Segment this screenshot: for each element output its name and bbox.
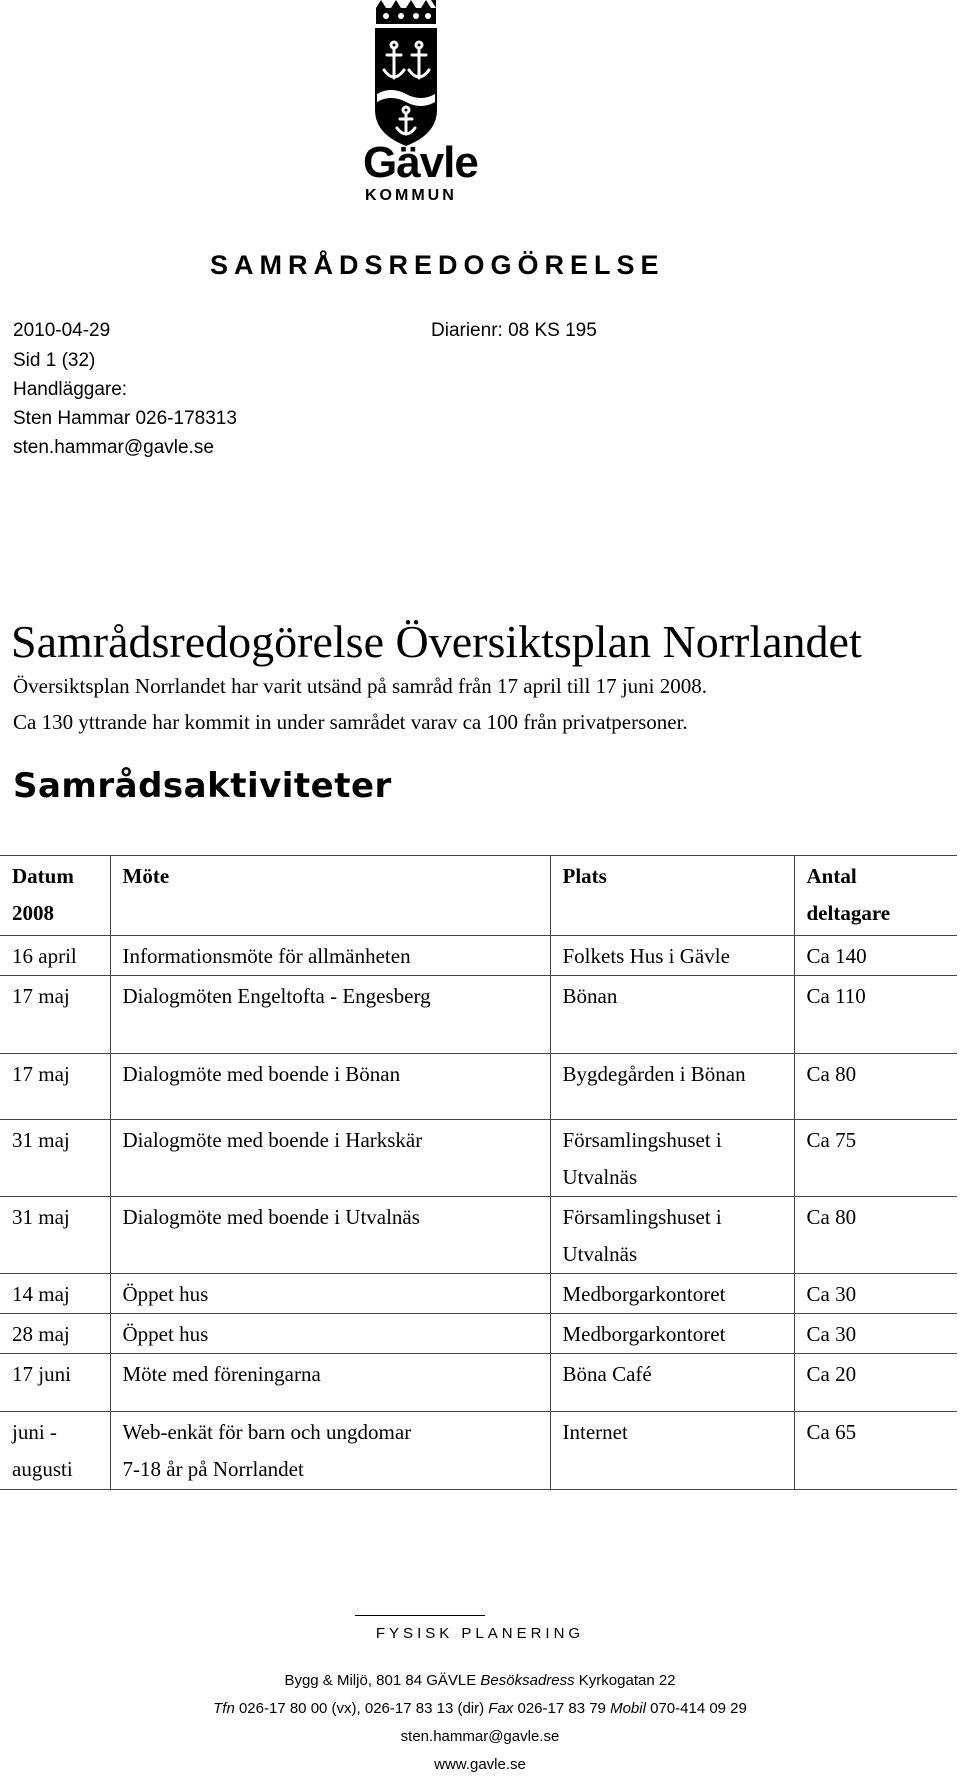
cell-datum-line-1: juni - [12, 1420, 57, 1444]
footer-mobil-value: 070-414 09 29 [650, 1700, 747, 1717]
cell-plats [550, 1120, 794, 1197]
header-datum [0, 856, 110, 936]
footer-website: www.gavle.se [434, 1756, 526, 1773]
footer-fax-label: Fax [488, 1700, 514, 1717]
cell-antal: Ca 20 [794, 1354, 957, 1412]
section-title: Samrådsaktiviteter [13, 766, 392, 806]
footer-address-org: Bygg & Miljö, 801 84 GÄVLE [284, 1672, 477, 1689]
table-header-row [0, 856, 957, 936]
table-row [0, 1054, 957, 1120]
cell-plats-line-2: Utvalnäs [562, 1242, 638, 1266]
cell-datum: 14 maj [0, 1274, 110, 1314]
table-row [0, 936, 957, 976]
handler-label: Handläggare: [13, 379, 128, 400]
cell-mote-line-1: Web-enkät för barn och ungdomar [122, 1420, 412, 1444]
header-year-label: 2008 [12, 901, 54, 925]
cell-datum: 31 maj [0, 1120, 110, 1197]
cell-mote: Dialogmöte med boende i Bönan [110, 1054, 550, 1120]
cell-antal: Ca 30 [794, 1274, 957, 1314]
cell-mote: Möte med föreningarna [110, 1354, 550, 1412]
cell-antal: Ca 140 [794, 936, 957, 976]
gavle-kommun-logo [355, 0, 605, 210]
cell-plats: Medborgarkontoret [550, 1314, 794, 1354]
header-plats: Plats [550, 856, 794, 936]
cell-datum [0, 1412, 110, 1490]
cell-mote: Dialogmöte med boende i Harkskär [110, 1120, 550, 1197]
cell-plats: Folkets Hus i Gävle [550, 936, 794, 976]
cell-antal: Ca 80 [794, 1197, 957, 1274]
table-row [0, 1412, 957, 1490]
activities-table [0, 855, 957, 1490]
cell-mote: Öppet hus [110, 1314, 550, 1354]
cell-plats-line-1: Församlingshuset i [562, 1128, 722, 1152]
header-deltagare-label: deltagare [806, 901, 891, 925]
cell-mote: Dialogmöte med boende i Utvalnäs [110, 1197, 550, 1274]
table-row [0, 1274, 957, 1314]
footer-tfn-value: 026-17 80 00 (vx), 026-17 83 13 (dir) [238, 1700, 485, 1717]
cell-plats: Bygdegården i Bönan [550, 1054, 794, 1120]
cell-plats: Bönan [550, 976, 794, 1054]
footer-address [0, 1672, 960, 1689]
footer-tfn-label: Tfn [213, 1700, 235, 1717]
footer-phones [0, 1700, 960, 1717]
table-row [0, 1354, 957, 1412]
footer-address-value: Kyrkogatan 22 [578, 1672, 676, 1689]
cell-mote: Informationsmöte för allmänheten [110, 936, 550, 976]
table-row [0, 1314, 957, 1354]
cell-plats-line-2: Utvalnäs [562, 1165, 638, 1189]
document-type: SAMRÅDSREDOGÖRELSE [210, 250, 665, 280]
intro-line-1: Översiktsplan Norrlandet har varit utsänd på samråd från 17 april till 17 juni 2008. [13, 674, 707, 698]
logo-sub: KOMMUN [365, 187, 457, 204]
header-datum-label: Datum [12, 864, 74, 888]
logo-name: Gävle [363, 138, 478, 187]
table-row [0, 1197, 957, 1274]
table-row [0, 1120, 957, 1197]
cell-plats: Internet [550, 1412, 794, 1490]
handler: Sten Hammar 026-178313 [13, 408, 237, 429]
cell-antal: Ca 80 [794, 1054, 957, 1120]
cell-antal: Ca 65 [794, 1412, 957, 1490]
cell-plats [550, 1197, 794, 1274]
cell-mote: Dialogmöten Engeltofta - Engesberg [110, 976, 550, 1054]
header-antal [794, 856, 957, 936]
table-row [0, 976, 957, 1054]
cell-datum: 17 maj [0, 1054, 110, 1120]
footer-mobil-label: Mobil [610, 1700, 646, 1717]
footer-divider [355, 1615, 485, 1616]
cell-datum-line-2: augusti [12, 1457, 73, 1481]
cell-antal: Ca 75 [794, 1120, 957, 1197]
cell-datum: 17 maj [0, 976, 110, 1054]
cell-plats: Medborgarkontoret [550, 1274, 794, 1314]
header-antal-label: Antal [806, 864, 857, 888]
footer-department: FYSISK PLANERING [375, 1625, 585, 1642]
page-number: Sid 1 (32) [13, 350, 96, 371]
footer-email: sten.hammar@gavle.se [400, 1728, 560, 1745]
cell-datum: 28 maj [0, 1314, 110, 1354]
cell-plats-line-1: Församlingshuset i [562, 1205, 722, 1229]
cell-antal: Ca 30 [794, 1314, 957, 1354]
cell-mote: Öppet hus [110, 1274, 550, 1314]
cell-mote [110, 1412, 550, 1490]
page-title: Samrådsredogörelse Översiktsplan Norrlandet [11, 616, 862, 667]
cell-mote-line-2: 7-18 år på Norrlandet [122, 1457, 304, 1481]
document-date: 2010-04-29 [13, 320, 111, 341]
header-mote: Möte [110, 856, 550, 936]
handler-email: sten.hammar@gavle.se [13, 437, 214, 458]
cell-datum: 16 april [0, 936, 110, 976]
footer-fax-value: 026-17 83 79 [517, 1700, 606, 1717]
footer-address-label: Besöksadress [480, 1672, 575, 1689]
cell-datum: 17 juni [0, 1354, 110, 1412]
cell-antal: Ca 110 [794, 976, 957, 1054]
cell-datum: 31 maj [0, 1197, 110, 1274]
diarienr: Diarienr: 08 KS 195 [431, 320, 597, 341]
cell-plats: Böna Café [550, 1354, 794, 1412]
intro-line-2: Ca 130 yttrande har kommit in under samrådet varav ca 100 från privatpersoner. [13, 710, 688, 734]
